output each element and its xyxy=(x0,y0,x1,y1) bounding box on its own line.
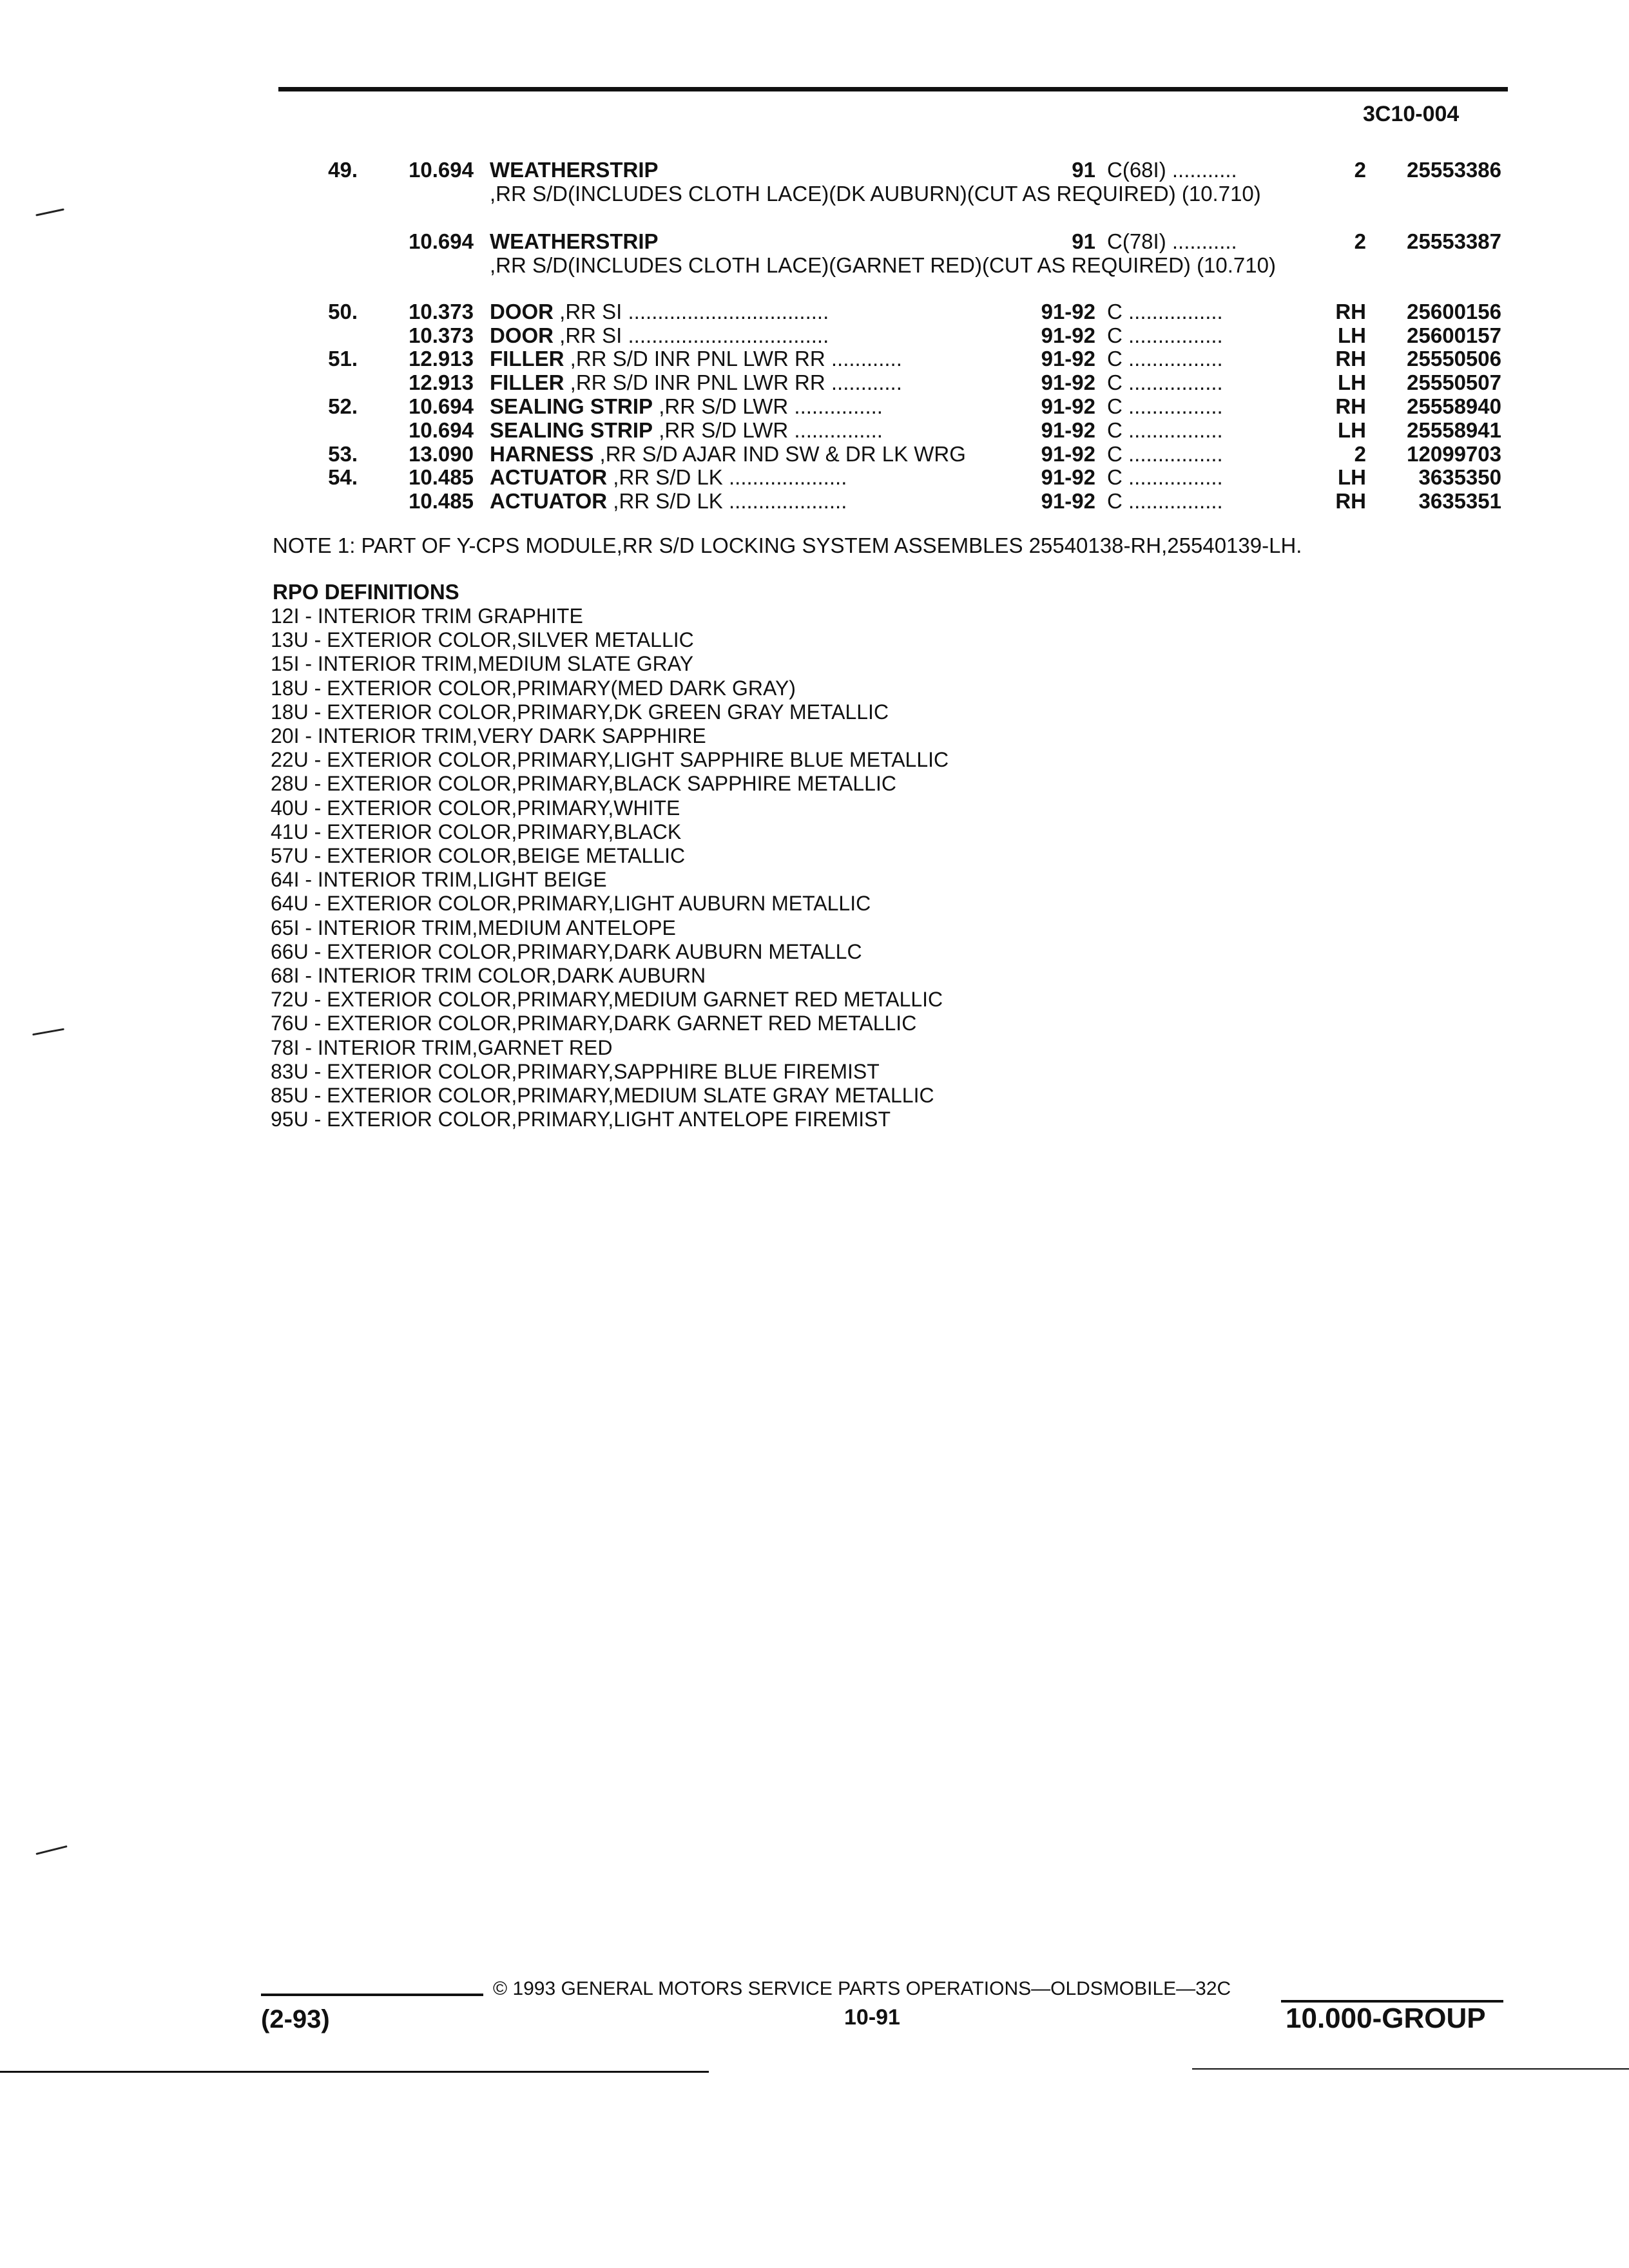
part-group-number: 10.373 xyxy=(409,323,474,347)
part-years: 91-92 xyxy=(1041,370,1095,394)
part-years: 91-92 xyxy=(1041,418,1095,442)
part-quantity: LH xyxy=(1338,323,1366,347)
footer-copyright: © 1993 GENERAL MOTORS SERVICE PARTS OPERATIONS—OLDSMOBILE—32C xyxy=(493,1978,1231,1999)
part-description xyxy=(490,370,1005,394)
part-option: C ................ xyxy=(1107,418,1223,442)
part-quantity: LH xyxy=(1338,465,1366,489)
part-option: C ................ xyxy=(1107,323,1223,347)
part-number: 3635350 xyxy=(1418,465,1501,489)
part-description xyxy=(490,489,1005,513)
top-rule xyxy=(278,87,1508,91)
scan-mark xyxy=(32,1028,64,1036)
part-number: 25600156 xyxy=(1407,300,1501,323)
part-description-text: ,RR SI .................................. xyxy=(554,323,829,347)
part-quantity: RH xyxy=(1335,394,1366,418)
rpo-definition: 22U - EXTERIOR COLOR,PRIMARY,LIGHT SAPPHIRE BLUE METALLIC xyxy=(271,748,949,772)
rpo-definition: 40U - EXTERIOR COLOR,PRIMARY,WHITE xyxy=(271,796,680,820)
rpo-definition: 64I - INTERIOR TRIM,LIGHT BEIGE xyxy=(271,868,607,892)
rpo-definition: 57U - EXTERIOR COLOR,BEIGE METALLIC xyxy=(271,844,686,868)
rpo-definition: 85U - EXTERIOR COLOR,PRIMARY,MEDIUM SLATE GRAY METALLIC xyxy=(271,1084,934,1108)
part-quantity: LH xyxy=(1338,418,1366,442)
bottom-rule-right xyxy=(1192,2068,1629,2070)
part-description-text: ,RR S/D LK .................... xyxy=(607,465,847,489)
part-number: 25553386 xyxy=(1407,158,1501,182)
part-years: 91-92 xyxy=(1041,347,1095,370)
rpo-definition: 15I - INTERIOR TRIM,MEDIUM SLATE GRAY xyxy=(271,652,694,676)
footer-page-number: 10-91 xyxy=(844,2005,900,2030)
part-name: FILLER xyxy=(490,370,564,394)
part-group-number: 13.090 xyxy=(409,442,474,466)
bottom-rule-left xyxy=(0,2071,709,2073)
part-description-text: ,RR S/D INR PNL LWR RR ............ xyxy=(564,347,902,370)
rpo-definition: 18U - EXTERIOR COLOR,PRIMARY,DK GREEN GRAY METALLIC xyxy=(271,700,889,724)
part-description xyxy=(490,300,1005,323)
rpo-definition: 41U - EXTERIOR COLOR,PRIMARY,BLACK xyxy=(271,820,682,843)
rpo-definitions-title: RPO DEFINITIONS xyxy=(273,580,459,604)
rpo-definition: 72U - EXTERIOR COLOR,PRIMARY,MEDIUM GARNET RED METALLIC xyxy=(271,988,943,1012)
part-years: 91-92 xyxy=(1041,489,1095,513)
part-name: WEATHERSTRIP xyxy=(490,229,659,253)
part-quantity: RH xyxy=(1335,347,1366,370)
rpo-definition: 83U - EXTERIOR COLOR,PRIMARY,SAPPHIRE BLUE FIREMIST xyxy=(271,1059,880,1083)
part-description-text: ,RR SI .................................. xyxy=(554,300,829,323)
part-description xyxy=(490,394,1005,418)
part-name: SEALING STRIP xyxy=(490,418,653,442)
part-number: 25558941 xyxy=(1407,418,1501,442)
part-name: HARNESS xyxy=(490,442,594,466)
rpo-definition: 95U - EXTERIOR COLOR,PRIMARY,LIGHT ANTELOPE FIREMIST xyxy=(271,1108,891,1131)
part-description xyxy=(490,347,1005,370)
part-number: 12099703 xyxy=(1407,442,1501,466)
part-quantity: 2 xyxy=(1354,158,1366,182)
rpo-definition: 20I - INTERIOR TRIM,VERY DARK SAPPHIRE xyxy=(271,724,706,748)
part-group-number: 10.373 xyxy=(409,300,474,323)
part-index: 50. xyxy=(328,300,358,323)
part-description-text: ,RR S/D INR PNL LWR RR ............ xyxy=(564,370,902,394)
part-number: 25558940 xyxy=(1407,394,1501,418)
part-group-number: 10.485 xyxy=(409,489,474,513)
rpo-definition: 12I - INTERIOR TRIM GRAPHITE xyxy=(271,604,583,628)
part-number: 25600157 xyxy=(1407,323,1501,347)
rpo-definition: 68I - INTERIOR TRIM COLOR,DARK AUBURN xyxy=(271,964,706,988)
part-quantity: 2 xyxy=(1354,442,1366,466)
part-description xyxy=(490,442,1005,466)
part-name: ACTUATOR xyxy=(490,465,608,489)
footer-group: 10.000-GROUP xyxy=(1286,2003,1486,2034)
part-years: 91 xyxy=(1072,229,1095,253)
part-description xyxy=(490,418,1005,442)
part-option: C ................ xyxy=(1107,347,1223,370)
rpo-definition: 78I - INTERIOR TRIM,GARNET RED xyxy=(271,1035,613,1059)
rpo-definition: 18U - EXTERIOR COLOR,PRIMARY(MED DARK GRAY) xyxy=(271,676,796,700)
scan-mark xyxy=(35,208,64,216)
part-quantity: 2 xyxy=(1354,229,1366,253)
part-option: C(78I) ........... xyxy=(1107,229,1237,253)
part-option: C(68I) ........... xyxy=(1107,158,1237,182)
part-years: 91-92 xyxy=(1041,465,1095,489)
part-quantity: RH xyxy=(1335,489,1366,513)
part-years: 91 xyxy=(1072,158,1095,182)
part-group-number: 10.485 xyxy=(409,465,474,489)
part-description xyxy=(490,465,1005,489)
rpo-definition: 64U - EXTERIOR COLOR,PRIMARY,LIGHT AUBURN METALLIC xyxy=(271,892,871,916)
part-group-number: 10.694 xyxy=(409,394,474,418)
part-number: 25550506 xyxy=(1407,347,1501,370)
part-description-text: ,RR S/D LK .................... xyxy=(607,489,847,513)
part-index: 52. xyxy=(328,394,358,418)
part-index: 51. xyxy=(328,347,358,370)
part-option: C ................ xyxy=(1107,465,1223,489)
part-description-text: ,RR S/D LWR ............... xyxy=(653,418,883,442)
part-group-number: 10.694 xyxy=(409,229,474,253)
part-years: 91-92 xyxy=(1041,323,1095,347)
part-name: WEATHERSTRIP xyxy=(490,158,659,182)
scan-mark xyxy=(35,1845,67,1855)
part-option: C ................ xyxy=(1107,442,1223,466)
part-years: 91-92 xyxy=(1041,442,1095,466)
part-group-number: 10.694 xyxy=(409,158,474,182)
footer-revision-date: (2-93) xyxy=(261,2005,330,2033)
part-name: ACTUATOR xyxy=(490,489,608,513)
part-name: DOOR xyxy=(490,323,554,347)
part-quantity: LH xyxy=(1338,370,1366,394)
part-option: C ................ xyxy=(1107,370,1223,394)
rpo-definition: 65I - INTERIOR TRIM,MEDIUM ANTELOPE xyxy=(271,916,676,939)
part-description-text: ,RR S/D(INCLUDES CLOTH LACE)(DK AUBURN)(CUT AS REQUIRED) (10.710) xyxy=(490,182,1261,206)
rpo-definitions-list xyxy=(271,604,949,1131)
part-group-number: 10.694 xyxy=(409,418,474,442)
part-option: C ................ xyxy=(1107,394,1223,418)
rpo-definition: 76U - EXTERIOR COLOR,PRIMARY,DARK GARNET RED METALLIC xyxy=(271,1012,917,1035)
rpo-definition: 28U - EXTERIOR COLOR,PRIMARY,BLACK SAPPHIRE METALLIC xyxy=(271,772,896,796)
part-index: 53. xyxy=(328,442,358,466)
part-index: 54. xyxy=(328,465,358,489)
part-description-text: ,RR S/D AJAR IND SW & DR LK WRG xyxy=(593,442,966,466)
part-option: C ................ xyxy=(1107,300,1223,323)
part-index: 49. xyxy=(328,158,358,182)
part-description-text: ,RR S/D LWR ............... xyxy=(653,394,883,418)
section-code: 3C10-004 xyxy=(1363,102,1460,126)
part-years: 91-92 xyxy=(1041,300,1095,323)
rpo-definition: 13U - EXTERIOR COLOR,SILVER METALLIC xyxy=(271,628,694,652)
part-number: 25553387 xyxy=(1407,229,1501,253)
footer-rule-left xyxy=(261,1994,483,1996)
part-quantity: RH xyxy=(1335,300,1366,323)
rpo-definition: 66U - EXTERIOR COLOR,PRIMARY,DARK AUBURN METALLC xyxy=(271,939,862,963)
part-option: C ................ xyxy=(1107,489,1223,513)
part-name: DOOR xyxy=(490,300,554,323)
part-group-number: 12.913 xyxy=(409,347,474,370)
part-years: 91-92 xyxy=(1041,394,1095,418)
part-number: 3635351 xyxy=(1418,489,1501,513)
part-description xyxy=(490,323,1005,347)
part-name: SEALING STRIP xyxy=(490,394,653,418)
part-name: FILLER xyxy=(490,347,564,370)
footnote: NOTE 1: PART OF Y-CPS MODULE,RR S/D LOCKING SYSTEM ASSEMBLES 25540138-RH,25540139-LH. xyxy=(273,533,1302,557)
part-group-number: 12.913 xyxy=(409,370,474,394)
part-description-text: ,RR S/D(INCLUDES CLOTH LACE)(GARNET RED)(CUT AS REQUIRED) (10.710) xyxy=(490,253,1276,277)
part-number: 25550507 xyxy=(1407,370,1501,394)
